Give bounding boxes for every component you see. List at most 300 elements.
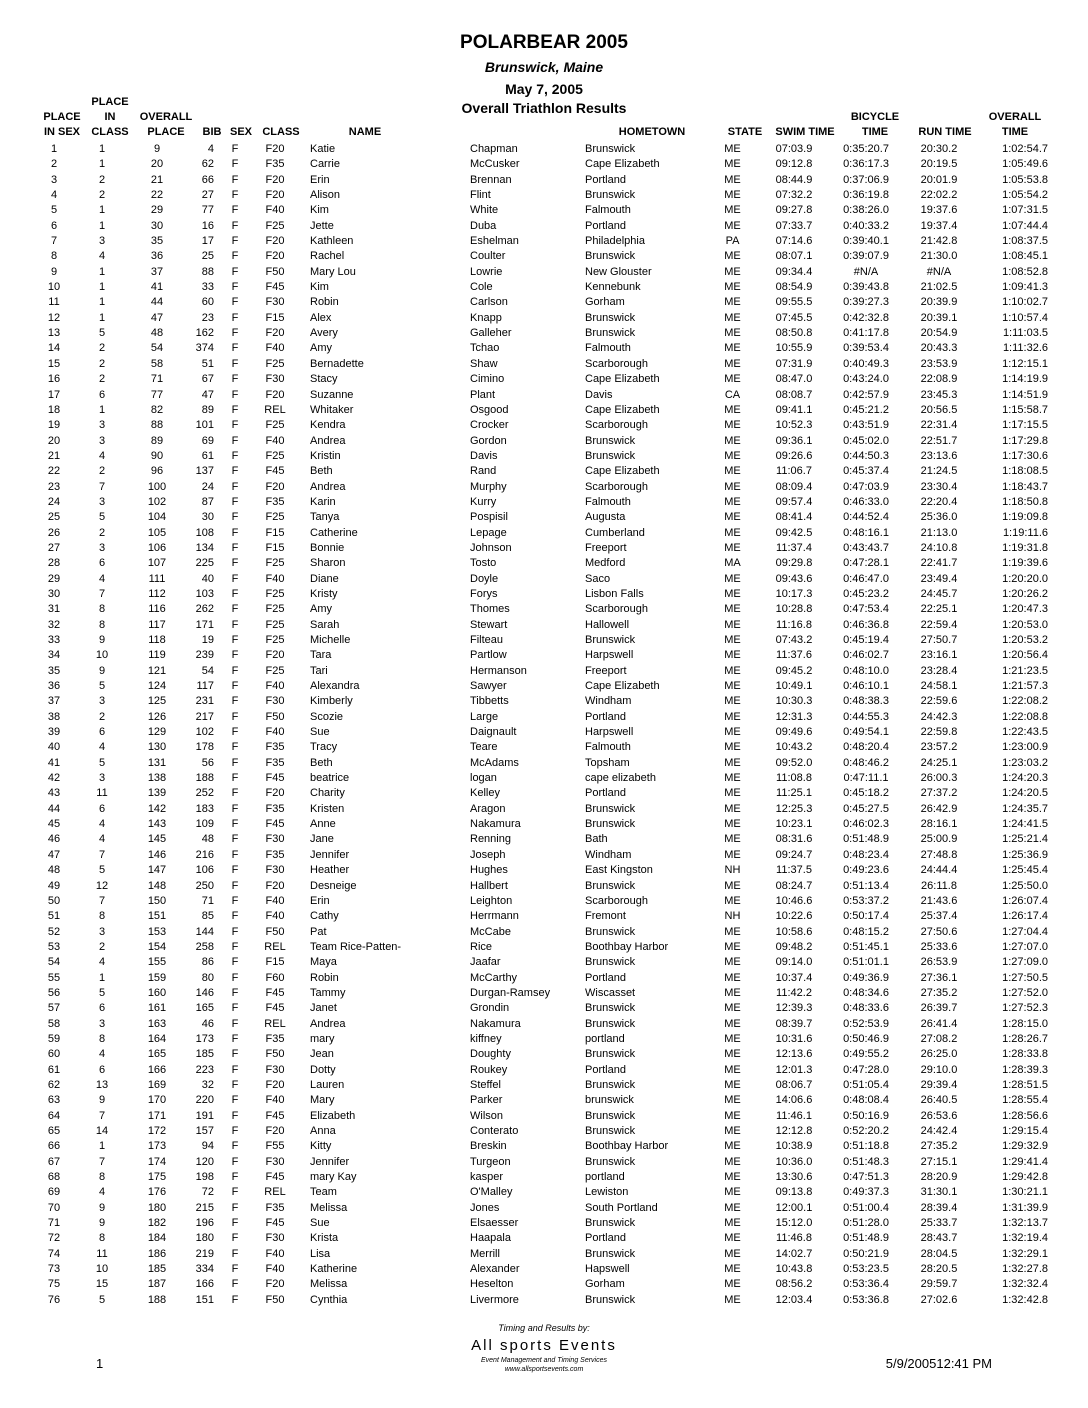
cell-hometown: Saco (585, 572, 611, 585)
cell-place-class: 1 (98, 219, 106, 232)
cell-swim-time: 10:55.9 (775, 342, 813, 355)
cell-bib: 66 (201, 173, 214, 186)
cell-place-sex: 27 (47, 541, 61, 554)
cell-bike-time: 0:53:36.8 (843, 1293, 889, 1306)
cell-overall-time: 1:26:07.4 (1002, 894, 1048, 907)
cell-place-class: 4 (98, 956, 106, 969)
cell-last-name: Grondin (470, 1002, 510, 1015)
cell-state: ME (724, 465, 741, 478)
cell-overall-time: 1:27:07.0 (1002, 940, 1048, 953)
cell-hometown: Falmouth (585, 495, 631, 508)
cell-place-class: 3 (98, 772, 106, 785)
cell-place-class: 9 (98, 1217, 106, 1230)
cell-bib: 144 (195, 925, 214, 938)
cell-last-name: Doughty (470, 1048, 511, 1061)
table-row (30, 1032, 1050, 1047)
cell-first-name: Scozie (310, 710, 344, 723)
cell-overall-time: 1:23:00.9 (1002, 741, 1048, 754)
cell-sex: F (231, 419, 239, 432)
cell-first-name: Tammy (310, 986, 346, 999)
table-row (30, 1017, 1050, 1032)
cell-hometown: Brunswick (585, 189, 636, 202)
cell-class: F20 (265, 1278, 285, 1291)
cell-first-name: Alison (310, 189, 340, 202)
table-row (30, 188, 1050, 203)
cell-bib: 188 (195, 772, 214, 785)
cell-bib: 61 (201, 449, 214, 462)
cell-sex: F (231, 756, 239, 769)
cell-last-name: Steffel (470, 1078, 501, 1091)
cell-last-name: Herrmann (470, 910, 519, 923)
cell-last-name: Galleher (470, 327, 512, 340)
cell-swim-time: 09:29.8 (775, 557, 813, 570)
cell-overall-place: 22 (150, 189, 164, 202)
cell-swim-time: 11:08.8 (776, 772, 812, 785)
cell-sex: F (231, 1063, 239, 1076)
cell-bike-time: 0:46:36.8 (843, 618, 889, 631)
cell-overall-time: 1:28:15.0 (1002, 1017, 1048, 1030)
cell-overall-time: 1:32:42.8 (1002, 1293, 1048, 1306)
cell-last-name: McAdams (470, 756, 519, 769)
cell-hometown: portland (585, 1032, 625, 1045)
cell-bib: 219 (195, 1247, 214, 1260)
results-subtitle: Overall Triathlon Results (461, 100, 627, 116)
cell-swim-time: 08:31.6 (775, 833, 813, 846)
cell-overall-time: 1:32:13.7 (1002, 1217, 1048, 1230)
cell-run-time: 19:37.4 (920, 219, 958, 232)
cell-place-sex: 21 (47, 449, 61, 462)
cell-bike-time: 0:47:28.0 (843, 1063, 889, 1076)
cell-overall-time: 1:24:20.3 (1002, 772, 1048, 785)
cell-run-time: 20:01.9 (920, 173, 958, 186)
cell-state: ME (724, 1125, 741, 1137)
cell-swim-time: 10:17.3 (775, 587, 813, 600)
cell-overall-time: 1:25:36.9 (1002, 848, 1048, 861)
cell-last-name: Nakamura (470, 1017, 521, 1030)
cell-place-sex: 39 (47, 726, 61, 739)
cell-class: F25 (265, 219, 285, 232)
cell-run-time: 29:10.0 (920, 1063, 958, 1076)
cell-swim-time: 10:23.1 (775, 818, 813, 831)
cell-place-sex: 17 (47, 388, 61, 401)
cell-swim-time: 10:22.6 (775, 910, 813, 923)
cell-bike-time: 0:38:26.0 (843, 204, 889, 217)
cell-first-name: Amy (310, 603, 332, 616)
cell-first-name: Elizabeth (310, 1109, 356, 1122)
cell-place-sex: 5 (50, 204, 58, 217)
cell-last-name: Elsaesser (470, 1217, 519, 1230)
cell-overall-time: 1:14:51.9 (1002, 388, 1048, 401)
table-row (30, 940, 1050, 955)
cell-run-time: 26:41.4 (920, 1017, 958, 1030)
cell-overall-time: 1:12:15.1 (1002, 357, 1048, 370)
cell-hometown: Portland (585, 787, 626, 800)
col-header-line: BICYCLE (850, 111, 900, 123)
cell-place-sex: 69 (47, 1186, 61, 1199)
cell-bike-time: 0:52:20.2 (843, 1125, 889, 1137)
cell-hometown: Portland (585, 1063, 626, 1076)
cell-place-sex: 60 (47, 1048, 61, 1061)
table-row (30, 802, 1050, 817)
cell-run-time: 28:04.5 (920, 1247, 958, 1260)
cell-place-class: 6 (98, 1002, 106, 1015)
cell-hometown: Brunswick (585, 634, 636, 646)
table-row (30, 219, 1050, 234)
cell-place-sex: 15 (47, 357, 61, 370)
cell-overall-place: 125 (147, 695, 167, 708)
cell-overall-time: 1:32:29.1 (1002, 1247, 1048, 1260)
cell-overall-time: 1:20:20.0 (1002, 572, 1048, 585)
cell-place-class: 8 (98, 603, 106, 616)
table-row (30, 1293, 1050, 1308)
cell-sex: F (231, 189, 239, 202)
cell-overall-place: 173 (147, 1140, 167, 1153)
cell-overall-time: 1:14:19.9 (1002, 373, 1048, 386)
cell-hometown: cape elizabeth (585, 772, 656, 785)
cell-bike-time: 0:51:28.0 (843, 1217, 889, 1230)
cell-overall-time: 1:27:52.3 (1002, 1002, 1048, 1015)
cell-run-time: 26:11.8 (921, 879, 957, 892)
results-body (30, 142, 1050, 1308)
cell-last-name: Thomes (470, 603, 510, 616)
page-title: POLARBEAR 2005 (460, 32, 628, 53)
table-row (30, 1047, 1050, 1062)
cell-swim-time: 09:45.2 (775, 664, 813, 677)
cell-bike-time: 0:48:23.4 (843, 848, 889, 861)
cell-bib: 103 (195, 587, 214, 600)
table-row (30, 971, 1050, 986)
cell-overall-time: 1:29:42.8 (1002, 1171, 1048, 1184)
cell-bib: 16 (201, 219, 214, 232)
table-row (30, 633, 1050, 648)
cell-place-class: 7 (98, 894, 106, 907)
cell-sex: F (231, 357, 239, 370)
cell-class: REL (264, 940, 286, 953)
cell-overall-time: 1:30:21.1 (1002, 1186, 1048, 1199)
cell-bike-time: 0:45:27.5 (843, 802, 889, 815)
table-row (30, 265, 1050, 280)
cell-state: ME (724, 1201, 741, 1214)
cell-place-sex: 62 (47, 1078, 61, 1091)
cell-overall-time: 1:20:56.4 (1002, 649, 1048, 662)
cell-bike-time: 0:39:53.4 (843, 342, 889, 355)
table-row (30, 1201, 1050, 1216)
cell-last-name: Tibbetts (470, 695, 509, 708)
table-row (30, 879, 1050, 894)
cell-run-time: 29:39.4 (920, 1078, 958, 1091)
cell-swim-time: 08:56.2 (775, 1278, 813, 1291)
cell-swim-time: 11:25.1 (776, 787, 812, 800)
cell-state: ME (724, 1032, 741, 1045)
cell-swim-time: 13:30.6 (775, 1171, 813, 1184)
cell-bike-time: 0:43:43.7 (843, 541, 889, 554)
cell-first-name: Charity (310, 787, 345, 800)
cell-run-time: 25:33.6 (920, 940, 958, 953)
cell-run-time: 27:35.2 (920, 986, 958, 999)
cell-overall-time: 1:11:32.6 (1002, 342, 1048, 355)
cell-state: PA (725, 235, 740, 248)
col-header-line: TIME (1001, 126, 1029, 138)
cell-bib: 250 (195, 879, 214, 892)
cell-first-name: Lauren (310, 1078, 345, 1091)
cell-place-class: 5 (98, 1293, 106, 1306)
cell-sex: F (231, 1002, 239, 1015)
cell-class: F20 (265, 189, 285, 202)
table-row (30, 203, 1050, 218)
table-row (30, 710, 1050, 725)
cell-place-class: 3 (98, 541, 106, 554)
cell-sex: F (231, 173, 239, 186)
cell-state: ME (724, 879, 741, 892)
cell-last-name: McCabe (470, 925, 511, 938)
cell-state: ME (724, 772, 741, 785)
cell-sex: F (231, 649, 239, 662)
cell-bib: 33 (201, 281, 214, 294)
cell-place-class: 8 (98, 618, 106, 631)
cell-place-class: 5 (98, 511, 106, 524)
cell-sex: F (231, 1186, 239, 1199)
cell-overall-place: 44 (150, 296, 164, 309)
cell-place-sex: 75 (47, 1278, 61, 1291)
cell-swim-time: 12:13.6 (775, 1048, 813, 1061)
cell-last-name: Heselton (470, 1278, 514, 1291)
table-row (30, 1109, 1050, 1124)
cell-state: ME (724, 587, 741, 600)
cell-bib: 17 (201, 235, 214, 248)
cell-place-class: 1 (98, 281, 106, 294)
cell-overall-time: 1:18:50.8 (1002, 495, 1048, 508)
cell-first-name: Jane (310, 833, 334, 846)
cell-bike-time: 0:39:07.9 (843, 250, 889, 263)
cell-state: ME (724, 1278, 741, 1291)
cell-hometown: Falmouth (585, 204, 631, 217)
cell-run-time: 24:42.3 (920, 710, 958, 723)
table-row (30, 694, 1050, 709)
cell-hometown: Brunswick (585, 925, 636, 938)
cell-class: F20 (265, 480, 285, 493)
cell-swim-time: 10:28.8 (775, 603, 813, 616)
cell-bike-time: 0:48:46.2 (843, 756, 889, 769)
cell-bib: 86 (201, 956, 214, 969)
cell-hometown: Brunswick (585, 1217, 636, 1230)
cell-class: F25 (265, 449, 285, 462)
cell-place-class: 8 (98, 1032, 106, 1045)
cell-hometown: Portland (585, 219, 626, 232)
col-header-run: RUN TIME (918, 126, 972, 138)
cell-hometown: Scarborough (585, 357, 648, 370)
cell-hometown: Harpswell (585, 726, 634, 739)
cell-overall-time: 1:07:31.5 (1002, 204, 1048, 217)
cell-swim-time: 08:06.7 (775, 1078, 813, 1091)
cell-swim-time: 07:32.2 (775, 189, 813, 202)
cell-bike-time: 0:48:15.2 (843, 925, 889, 938)
table-row (30, 295, 1050, 310)
cell-hometown: Brunswick (585, 449, 636, 462)
cell-run-time: 26:53.6 (920, 1109, 958, 1122)
cell-bib: 239 (195, 649, 214, 662)
cell-last-name: Flint (470, 189, 491, 202)
col-header-sex: SEX (229, 126, 252, 138)
cell-overall-place: 96 (150, 465, 164, 478)
cell-last-name: Eshelman (470, 235, 519, 248)
cell-place-class: 7 (98, 587, 106, 600)
cell-state: ME (724, 634, 741, 646)
cell-overall-place: 151 (147, 910, 167, 923)
cell-bib: 80 (201, 971, 214, 984)
cell-bib: 51 (201, 357, 214, 370)
cell-overall-time: 1:08:45.1 (1002, 250, 1048, 263)
cell-state: ME (724, 971, 741, 984)
cell-first-name: Team Rice-Patten- (310, 940, 402, 953)
cell-overall-place: 160 (147, 986, 167, 999)
cell-state: ME (724, 1048, 741, 1061)
cell-hometown: Brunswick (585, 250, 636, 263)
cell-bib: 47 (201, 388, 214, 401)
cell-place-class: 3 (98, 434, 106, 447)
cell-bike-time: 0:49:55.2 (843, 1048, 889, 1061)
cell-overall-time: 1:11:03.5 (1002, 327, 1048, 340)
cell-last-name: Tosto (470, 557, 497, 570)
table-row (30, 556, 1050, 571)
cell-overall-place: 118 (148, 634, 166, 646)
cell-first-name: Sue (310, 726, 330, 739)
cell-bike-time: 0:48:08.4 (843, 1094, 889, 1107)
cell-bike-time: 0:48:10.0 (843, 664, 889, 677)
cell-bib: 220 (195, 1094, 214, 1107)
cell-bib: 374 (195, 342, 214, 355)
cell-bib: 215 (195, 1201, 214, 1214)
cell-class: F15 (265, 526, 285, 539)
table-row (30, 1155, 1050, 1170)
table-row (30, 1231, 1050, 1246)
cell-run-time: 25:00.9 (920, 833, 958, 846)
cell-swim-time: 10:49.1 (775, 680, 813, 693)
table-row (30, 1063, 1050, 1078)
cell-overall-time: 1:28:39.3 (1002, 1063, 1048, 1076)
cell-bike-time: 0:37:06.9 (843, 173, 889, 186)
cell-place-sex: 1 (50, 143, 58, 155)
cell-swim-time: 10:38.9 (775, 1140, 813, 1153)
cell-bib: 134 (195, 541, 214, 554)
cell-place-class: 7 (98, 848, 106, 861)
table-row (30, 756, 1050, 771)
cell-place-sex: 65 (47, 1125, 61, 1137)
cell-class: F40 (265, 910, 285, 923)
cell-overall-time: 1:17:29.8 (1002, 434, 1048, 447)
cell-hometown: Harpswell (585, 649, 634, 662)
cell-place-sex: 24 (47, 495, 61, 508)
company-website: www.allsportsevents.com (504, 1366, 584, 1373)
col-header-line: OVERALL (988, 111, 1042, 123)
cell-sex: F (231, 864, 239, 877)
cell-last-name: Rand (470, 465, 497, 478)
cell-last-name: White (470, 204, 499, 217)
table-row (30, 341, 1050, 356)
table-row (30, 326, 1050, 341)
cell-hometown: Lisbon Falls (585, 587, 644, 600)
cell-bike-time: 0:50:17.4 (843, 910, 889, 923)
cell-sex: F (231, 403, 239, 416)
cell-overall-place: 166 (147, 1063, 167, 1076)
cell-overall-place: 161 (147, 1002, 167, 1015)
cell-sex: F (231, 1017, 239, 1030)
cell-overall-time: 1:20:26.2 (1002, 587, 1048, 600)
cell-hometown: Cumberland (585, 526, 645, 539)
cell-first-name: Bonnie (310, 541, 345, 554)
cell-state: ME (724, 449, 741, 462)
cell-run-time: 20:54.9 (920, 327, 958, 340)
cell-class: F50 (265, 1048, 285, 1061)
cell-first-name: Michelle (310, 634, 351, 646)
cell-bike-time: 0:48:16.1 (843, 526, 889, 539)
cell-sex: F (231, 1109, 239, 1122)
cell-overall-place: 169 (147, 1078, 167, 1091)
cell-last-name: Pospisil (470, 511, 508, 524)
cell-hometown: Scarborough (585, 894, 648, 907)
cell-first-name: Catherine (310, 526, 358, 539)
cell-run-time: 23:16.1 (920, 649, 958, 662)
cell-hometown: Davis (585, 388, 613, 401)
cell-bib: 216 (195, 848, 214, 861)
cell-overall-place: 104 (147, 511, 167, 524)
cell-overall-place: 164 (147, 1032, 167, 1045)
cell-sex: F (231, 940, 239, 953)
cell-overall-place: 154 (147, 940, 167, 953)
cell-sex: F (231, 1032, 239, 1045)
cell-swim-time: 10:43.2 (775, 741, 813, 754)
cell-state: ME (724, 173, 741, 186)
cell-overall-time: 1:32:32.4 (1002, 1278, 1048, 1291)
cell-swim-time: 11:16.8 (776, 618, 812, 631)
cell-bib: 32 (201, 1078, 214, 1091)
cell-bib: 87 (201, 495, 214, 508)
cell-hometown: East Kingston (585, 864, 653, 877)
cell-place-sex: 31 (47, 603, 61, 616)
cell-class: F25 (265, 357, 285, 370)
cell-hometown: Hapswell (585, 1263, 630, 1276)
table-row (30, 602, 1050, 617)
cell-overall-time: 1:28:33.8 (1002, 1048, 1048, 1061)
event-location: Brunswick, Maine (484, 59, 604, 75)
cell-overall-time: 1:25:50.0 (1002, 879, 1048, 892)
cell-place-sex: 4 (50, 189, 58, 202)
cell-first-name: Tari (310, 664, 328, 677)
cell-class: F40 (265, 434, 285, 447)
cell-place-class: 9 (98, 664, 106, 677)
cell-hometown: Cape Elizabeth (585, 465, 660, 478)
cell-place-sex: 49 (47, 879, 61, 892)
cell-class: F30 (265, 833, 285, 846)
cell-sex: F (231, 1048, 239, 1061)
cell-overall-time: 1:20:47.3 (1002, 603, 1048, 616)
cell-bib: 60 (201, 296, 214, 309)
cell-place-sex: 70 (47, 1201, 61, 1214)
cell-bib: 67 (201, 373, 214, 386)
cell-place-class: 11 (96, 1247, 108, 1260)
cell-place-sex: 40 (47, 741, 61, 754)
cell-overall-place: 111 (148, 572, 166, 585)
cell-hometown: Brunswick (585, 1078, 636, 1091)
cell-first-name: Dotty (310, 1063, 336, 1076)
cell-place-sex: 8 (50, 250, 58, 263)
cell-swim-time: 08:50.8 (775, 327, 813, 340)
cell-run-time: 22:02.2 (920, 189, 958, 202)
cell-hometown: Cape Elizabeth (585, 403, 660, 416)
cell-place-sex: 19 (47, 419, 61, 432)
cell-place-class: 2 (98, 465, 106, 478)
cell-bib: 171 (195, 618, 214, 631)
cell-place-sex: 13 (47, 327, 61, 340)
